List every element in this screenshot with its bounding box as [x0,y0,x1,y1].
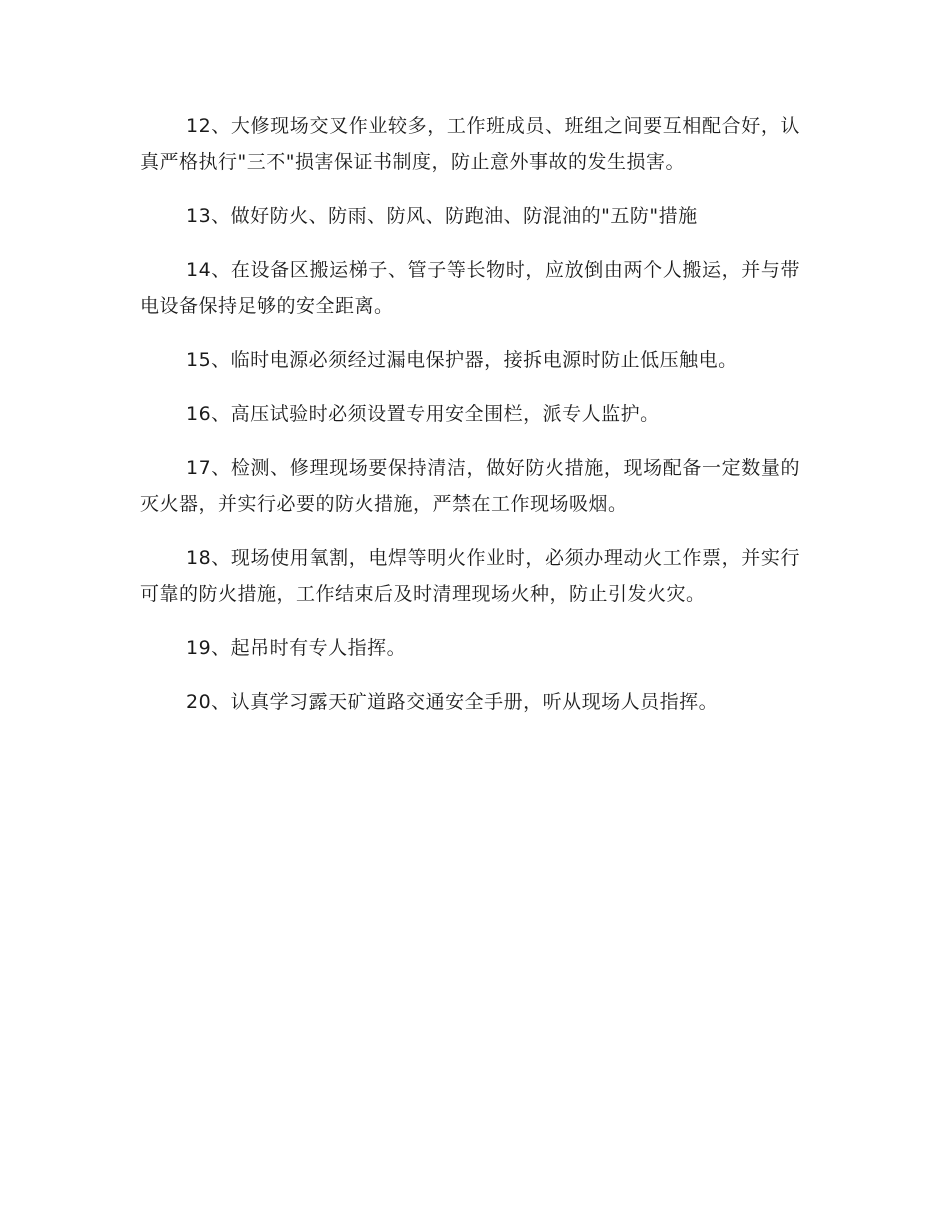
document-body [140,108,800,738]
paragraph-15: 15、临时电源必须经过漏电保护器，接拆电源时防止低压触电。 [186,349,738,371]
paragraph-16: 16、高压试验时必须设置专用安全围栏，派专人监护。 [186,403,660,425]
paragraph-13: 13、做好防火、防雨、防风、防跑油、防混油的"五防"措施 [186,205,698,227]
paragraph-17: 17、检测、修理现场要保持清洁，做好防火措施，现场配备一定数量的灭火器，并实行必要的防火措施，严禁在工作现场吸烟。 [140,457,800,515]
paragraph-19: 19、起吊时有专人指挥。 [186,637,407,659]
paragraph-14: 14、在设备区搬运梯子、管子等长物时，应放倒由两个人搬运，并与带电设备保持足够的安全距离。 [140,259,800,317]
paragraph-18: 18、现场使用氧割，电焊等明火作业时，必须办理动火工作票，并实行可靠的防火措施，工作结束后及时清理现场火种，防止引发火灾。 [140,547,800,605]
paragraph-20: 20、认真学习露天矿道路交通安全手册，听从现场人员指挥。 [186,691,719,713]
paragraph-12: 12、大修现场交叉作业较多，工作班成员、班组之间要互相配合好，认真严格执行"三不"损害保证书制度，防止意外事故的发生损害。 [140,115,800,173]
